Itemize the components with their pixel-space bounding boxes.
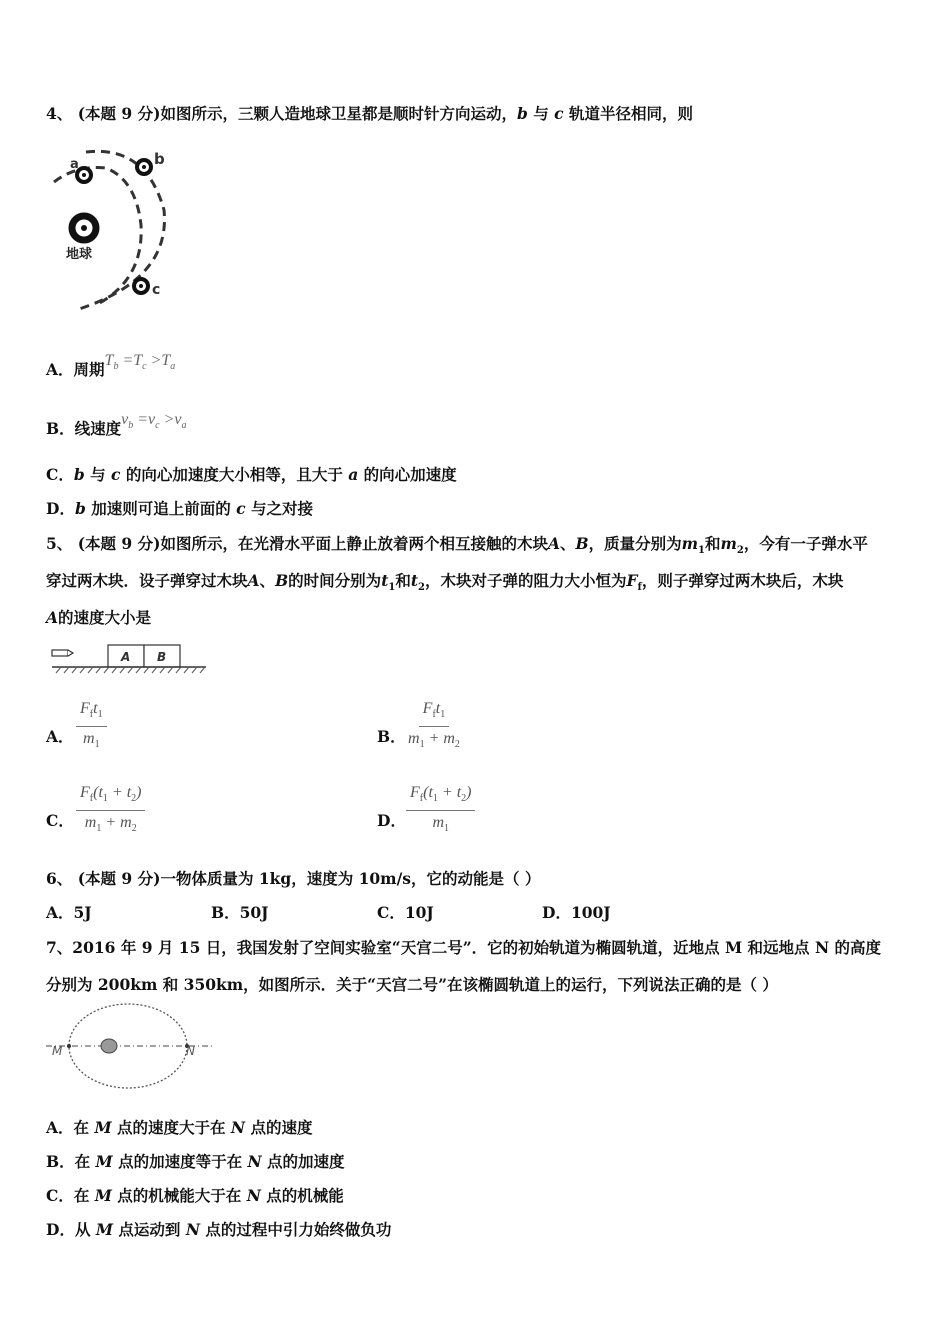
q6-number: 6、 xyxy=(46,869,73,888)
q6-option-c[interactable]: C．10J xyxy=(377,903,434,922)
bullet-icon xyxy=(52,650,68,656)
label-b: b xyxy=(154,150,165,168)
q7-option-a[interactable]: A．在 M 点的速度大于在 N 点的速度 xyxy=(46,1118,313,1137)
q7-number: 7、 xyxy=(46,938,73,957)
q5-option-b[interactable]: B． xyxy=(377,727,406,746)
q5-stem-line3: A的速度大小是 xyxy=(46,608,152,627)
q5-number: 5、 xyxy=(46,534,73,553)
earth-icon xyxy=(101,1039,117,1053)
q7-option-d[interactable]: D．从 M 点运动到 N 点的过程中引力始终做负功 xyxy=(46,1220,392,1239)
svg-text:B: B xyxy=(157,650,167,664)
q4-number: 4、 xyxy=(46,104,73,123)
q6-option-d[interactable]: D．100J xyxy=(542,903,611,922)
q4-option-c[interactable]: C．b 与 c 的向心加速度大小相等，且大于 a 的向心加速度 xyxy=(46,465,457,484)
q4-option-d[interactable]: D．b 加速则可追上前面的 c 与之对接 xyxy=(46,499,313,518)
q5-option-b-fraction: $F_ft_1$ $m_1 + m_2$ xyxy=(408,700,460,751)
q4-orbit-figure xyxy=(46,140,186,320)
point-m xyxy=(67,1044,71,1048)
earth-label: 地球 xyxy=(66,247,93,262)
q4-option-b[interactable]: B．线速度$v_b =v_c >v_a$ xyxy=(46,411,187,438)
q6-option-b[interactable]: B．50J xyxy=(211,903,269,922)
q5-option-d-fraction: $\frac{F_f(t_1 + t_2)}{m_1}$ xyxy=(406,782,475,841)
formula-b: $v_b =v_c >v_a$ xyxy=(121,411,187,432)
label-a: a xyxy=(70,157,79,172)
q5-option-c[interactable]: C． xyxy=(46,811,74,830)
q5-stem-line1: 5、 (本题 9 分)如图所示，在光滑水平面上静止放着两个相互接触的木块A、B，质量分别为$m_1$和$m_2$，今有一子弹水平 xyxy=(46,534,868,557)
svg-text:M: M xyxy=(52,1044,63,1058)
q7-ellipse-figure xyxy=(44,1000,216,1094)
q7-option-c[interactable]: C．在 M 点的机械能大于在 N 点的机械能 xyxy=(46,1186,344,1205)
label-c: c xyxy=(152,282,161,298)
q7-option-b[interactable]: B．在 M 点的加速度等于在 N 点的加速度 xyxy=(46,1152,345,1171)
q6-stem: 6、 (本题 9 分)一物体质量为 1kg，速度为 10m/s，它的动能是（ ） xyxy=(46,869,541,888)
q5-option-a[interactable]: A． xyxy=(46,727,74,746)
svg-text:N: N xyxy=(186,1044,195,1058)
svg-text:A: A xyxy=(121,650,131,664)
q5-stem-line2: 穿过两木块．设子弹穿过木块A、B的时间分别为$t_1$和$t_2$，木块对子弹的阻力大小恒为$F_f$，则子弹穿过两木块后，木块 xyxy=(46,571,844,594)
q4-option-a[interactable]: A．周期$T_b =T_c >T_a$ xyxy=(46,352,176,379)
q7-stem-line2: 分别为 200km 和 350km，如图所示．关于“天宫二号”在该椭圆轨道上的运行，下列说法正确的是（ ） xyxy=(46,975,778,994)
formula-a: $T_b =T_c >T_a$ xyxy=(104,352,176,373)
q5-option-a-fraction: $F_ft_1$ $m_1$ xyxy=(76,698,107,757)
q5-option-c-fraction: $\frac{F_f(t_1 + t_2)}{m_1 + m_2}$ xyxy=(76,782,145,841)
ground-hatch xyxy=(56,667,205,673)
q5-option-d[interactable]: D． xyxy=(377,811,406,830)
q7-stem-line1: 7、2016 年 9 月 15 日，我国发射了空间实验室“天宫二号”．它的初始轨道为椭圆轨道，近地点 M 和远地点 N 的高度 xyxy=(46,938,882,957)
q6-option-a[interactable]: A．5J xyxy=(46,903,92,922)
q5-blocks-figure xyxy=(46,642,211,676)
q4-stem: 4、 (本题 9 分)如图所示，三颗人造地球卫星都是顺时针方向运动，b 与 c 轨道半径相同，则 xyxy=(46,104,693,123)
